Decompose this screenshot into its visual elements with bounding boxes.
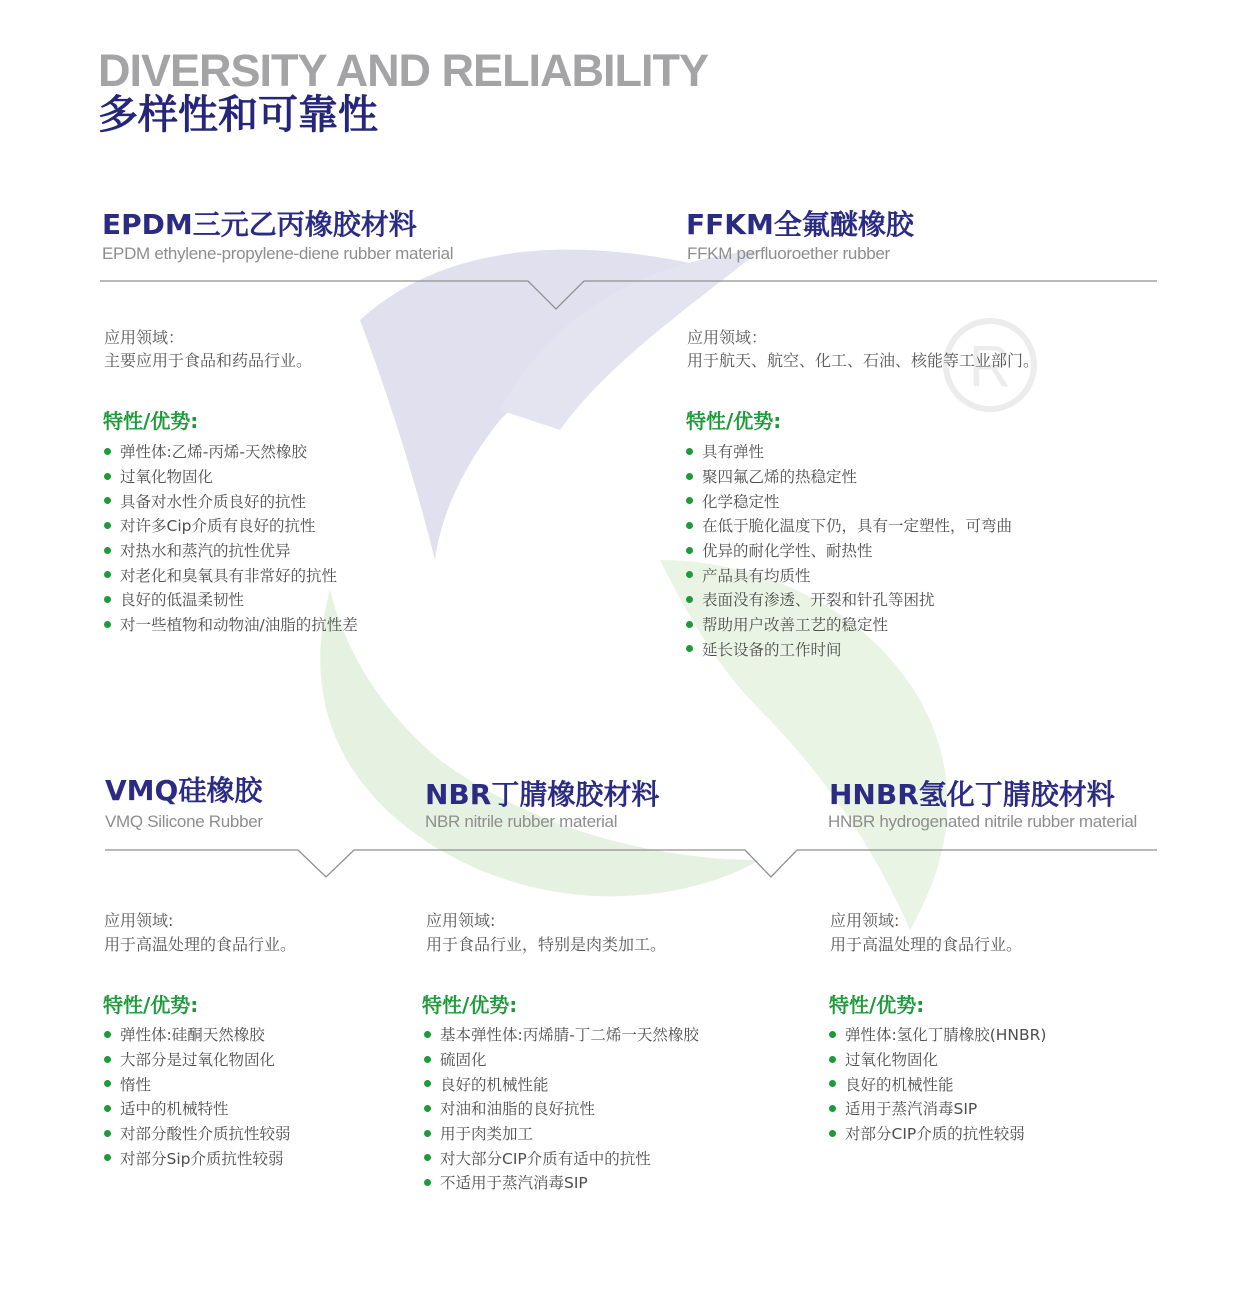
list-item (104, 1145, 291, 1170)
bullet-icon (424, 1031, 431, 1038)
section-subtitle: FFKM perfluoroether rubber (687, 244, 890, 263)
feature-text: 适中的机械特性 (120, 1100, 229, 1119)
feature-text: 惰性 (120, 1075, 152, 1094)
feature-text: 对老化和臭氧具有非常好的抗性 (120, 566, 338, 585)
features-title: 特性/优势: (422, 993, 518, 1017)
page-title-cn: 多样性和可靠性 (98, 92, 378, 138)
application-text: 主要应用于食品和药品行业。 (104, 351, 313, 370)
feature-text: 对部分酸性介质抗性较弱 (120, 1125, 291, 1144)
bullet-icon (686, 448, 693, 455)
feature-text: 对热水和蒸汽的抗性优异 (120, 542, 291, 561)
section-subtitle: EPDM ethylene-propylene-diene rubber material (102, 244, 454, 263)
bullet-icon (104, 448, 111, 455)
feature-text: 弹性体:乙烯-丙烯-天然橡胶 (120, 443, 307, 462)
bullet-icon (424, 1179, 431, 1186)
bullet-icon (424, 1105, 431, 1112)
feature-text: 帮助用户改善工艺的稳定性 (702, 616, 889, 635)
bullet-icon (686, 473, 693, 480)
feature-text: 化学稳定性 (702, 492, 780, 511)
application-text: 用于航天、航空、化工、石油、核能等工业部门。 (687, 351, 1040, 370)
feature-text: 硫固化 (440, 1051, 487, 1070)
application-label: 应用领域： (104, 328, 185, 347)
list-item (424, 1170, 699, 1195)
list-item (104, 587, 358, 612)
page-title-en: DIVERSITY AND RELIABILITY (98, 45, 709, 96)
bullet-icon (104, 1154, 111, 1161)
bullet-icon (104, 547, 111, 554)
feature-text: 对部分CIP介质的抗性较弱 (845, 1125, 1025, 1144)
section-title: FFKM全氟醚橡胶 (686, 208, 914, 241)
feature-text: 在低于脆化温度下仍，具有一定塑性，可弯曲 (702, 517, 1013, 536)
application-text: 用于食品行业，特别是肉类加工。 (426, 935, 667, 954)
feature-text: 适用于蒸汽消毒SIP (845, 1100, 978, 1119)
feature-text: 弹性体:硅酮天然橡胶 (120, 1026, 265, 1045)
list-item (104, 513, 358, 538)
feature-text: 基本弹性体:丙烯腈-丁二烯一天然橡胶 (440, 1026, 699, 1045)
feature-text: 过氧化物固化 (845, 1051, 939, 1070)
features-list (424, 1022, 699, 1195)
list-item (686, 513, 1012, 538)
bullet-icon (686, 596, 693, 603)
list-item (829, 1022, 1046, 1047)
list-item (104, 1096, 291, 1121)
list-item (686, 464, 1012, 489)
features-title: 特性/优势: (686, 409, 782, 433)
features-list (104, 439, 358, 637)
list-item (424, 1071, 699, 1096)
bullet-icon (104, 497, 111, 504)
section-title: NBR丁腈橡胶材料 (425, 778, 660, 811)
section-subtitle: NBR nitrile rubber material (425, 812, 618, 831)
list-item (829, 1096, 1046, 1121)
application-text: 用于高温处理的食品行业。 (104, 935, 297, 954)
application-label: 应用领域: (426, 911, 496, 930)
features-list (686, 439, 1012, 661)
feature-text: 对许多Cip介质有良好的抗性 (120, 517, 316, 536)
feature-text: 大部分是过氧化物固化 (120, 1051, 276, 1070)
list-item (424, 1145, 699, 1170)
list-item (424, 1121, 699, 1146)
bullet-icon (104, 1130, 111, 1137)
bullet-icon (104, 571, 111, 578)
list-item (104, 1022, 291, 1047)
feature-text: 不适用于蒸汽消毒SIP (440, 1174, 588, 1193)
application-label: 应用领域： (687, 328, 768, 347)
feature-text: 对部分Sip介质抗性较弱 (120, 1149, 284, 1168)
features-title: 特性/优势: (103, 993, 199, 1017)
svg-text:R: R (969, 334, 1011, 399)
application-label: 应用领域: (104, 911, 174, 930)
bullet-icon (104, 1056, 111, 1063)
features-title: 特性/优势: (829, 993, 925, 1017)
bullet-icon (424, 1080, 431, 1087)
feature-text: 用于肉类加工 (440, 1125, 534, 1144)
bullet-icon (104, 1031, 111, 1038)
feature-text: 对油和油脂的良好抗性 (440, 1100, 596, 1119)
list-item (424, 1022, 699, 1047)
list-item (829, 1121, 1046, 1146)
list-item (424, 1096, 699, 1121)
list-item (104, 488, 358, 513)
bullet-icon (424, 1056, 431, 1063)
section-title: HNBR氢化丁腈胶材料 (829, 778, 1115, 811)
bullet-icon (104, 473, 111, 480)
feature-text: 具备对水性介质良好的抗性 (120, 492, 307, 511)
bullet-icon (686, 547, 693, 554)
feature-text: 对一些植物和动物油/油脂的抗性差 (120, 616, 358, 635)
bullet-icon (686, 645, 693, 652)
list-item (686, 562, 1012, 587)
feature-text: 产品具有均质性 (702, 566, 811, 585)
feature-text: 聚四氟乙烯的热稳定性 (702, 468, 858, 487)
feature-text: 优异的耐化学性、耐热性 (702, 542, 873, 561)
feature-text: 对大部分CIP介质有适中的抗性 (440, 1149, 651, 1168)
list-item (104, 612, 358, 637)
feature-text: 表面没有渗透、开裂和针孔等困扰 (702, 591, 935, 610)
bullet-icon (104, 1080, 111, 1087)
list-item (829, 1071, 1046, 1096)
section-subtitle: HNBR hydrogenated nitrile rubber material (828, 812, 1137, 831)
list-item (686, 612, 1012, 637)
list-item (686, 488, 1012, 513)
bullet-icon (104, 596, 111, 603)
feature-text: 弹性体:氢化丁腈橡胶(HNBR) (845, 1026, 1047, 1045)
application-text: 用于高温处理的食品行业。 (830, 935, 1023, 954)
bullet-icon (104, 1105, 111, 1112)
section-title: EPDM三元乙丙橡胶材料 (102, 208, 417, 241)
list-item (686, 587, 1012, 612)
bullet-icon (686, 621, 693, 628)
feature-text: 良好的机械性能 (440, 1075, 549, 1094)
bullet-icon (424, 1130, 431, 1137)
application-label: 应用领域: (830, 911, 900, 930)
bullet-icon (104, 621, 111, 628)
bullet-icon (829, 1056, 836, 1063)
feature-text: 延长设备的工作时间 (702, 640, 842, 659)
list-item (104, 1047, 291, 1072)
section-subtitle: VMQ Silicone Rubber (105, 812, 263, 831)
bullet-icon (104, 522, 111, 529)
list-item (686, 439, 1012, 464)
list-item (686, 637, 1012, 662)
features-list (829, 1022, 1046, 1145)
list-item (104, 464, 358, 489)
list-item (424, 1047, 699, 1072)
bullet-icon (829, 1130, 836, 1137)
feature-text: 良好的机械性能 (845, 1075, 954, 1094)
list-item (829, 1047, 1046, 1072)
features-title: 特性/优势: (103, 409, 199, 433)
list-item (104, 1121, 291, 1146)
list-item (104, 439, 358, 464)
feature-text: 具有弹性 (702, 443, 765, 462)
list-item (104, 538, 358, 563)
section-title: VMQ硅橡胶 (105, 774, 263, 807)
bullet-icon (686, 497, 693, 504)
bullet-icon (829, 1105, 836, 1112)
list-item (104, 562, 358, 587)
list-item (104, 1071, 291, 1096)
feature-text: 良好的低温柔韧性 (120, 591, 245, 610)
bullet-icon (686, 571, 693, 578)
bullet-icon (829, 1080, 836, 1087)
bullet-icon (829, 1031, 836, 1038)
features-list (104, 1022, 291, 1170)
bullet-icon (686, 522, 693, 529)
bullet-icon (424, 1154, 431, 1161)
feature-text: 过氧化物固化 (120, 468, 214, 487)
list-item (686, 538, 1012, 563)
